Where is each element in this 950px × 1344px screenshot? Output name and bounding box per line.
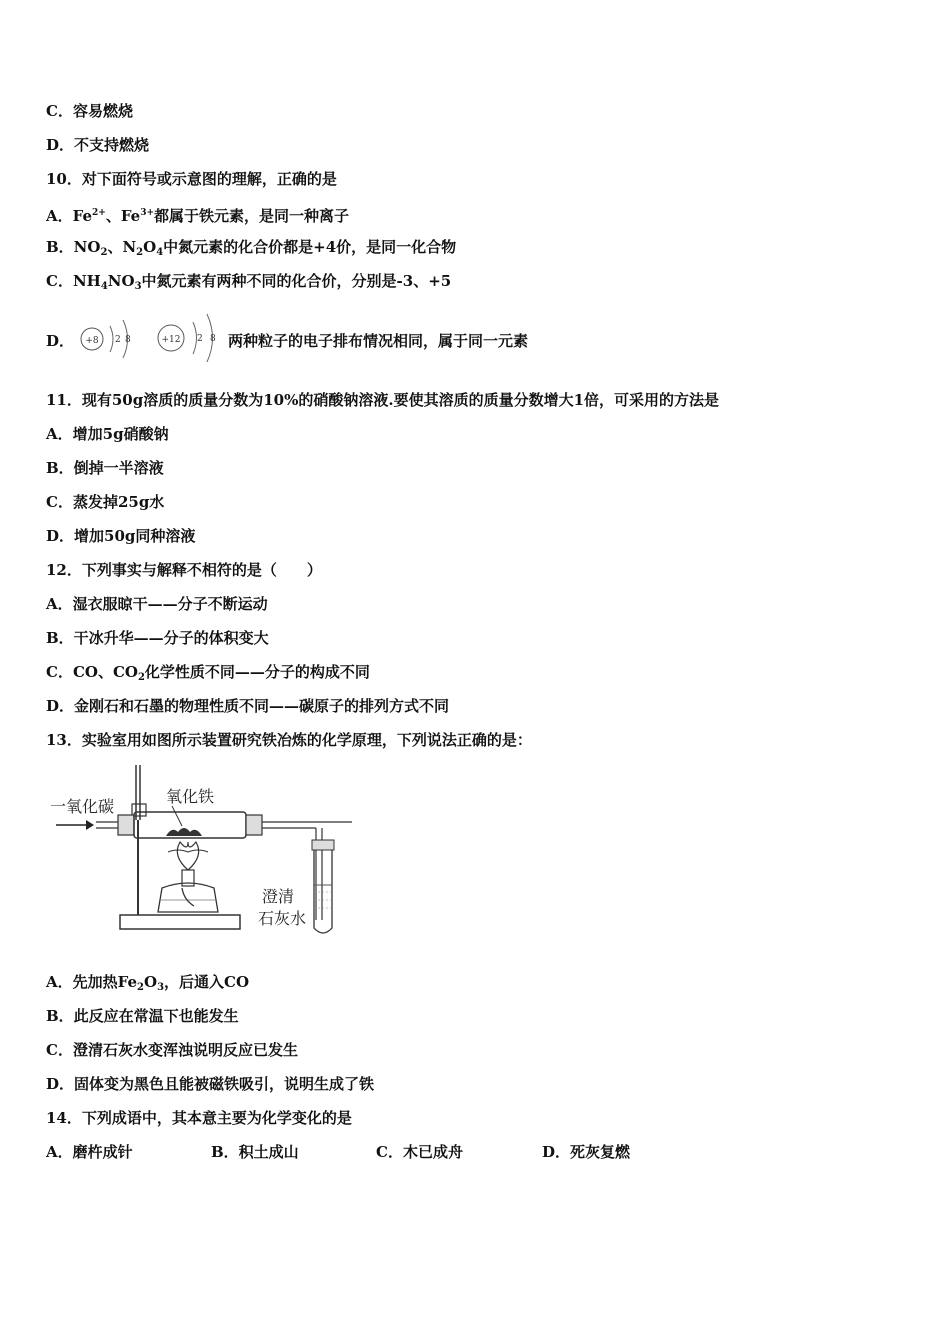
q10-c-t2: NO — [107, 272, 135, 290]
q12-c-t2: 化学性质不同——分子的构成不同 — [144, 663, 370, 681]
stand-base — [120, 915, 240, 929]
atom1-shell2-count: 8 — [125, 335, 131, 345]
atom2-shell1-count: 2 — [197, 334, 203, 344]
q10-c-s1: 4 — [100, 281, 108, 292]
q12-c-t1: C．CO、CO — [46, 663, 138, 681]
lamp-wick — [182, 888, 194, 906]
q12-stem: 12．下列事实与解释不相符的是（ ） — [46, 561, 322, 579]
atom2-shell2-count: 8 — [210, 334, 216, 344]
test-tube — [314, 850, 332, 933]
atom-structure-diagram-1 — [78, 314, 138, 364]
label-pointer — [172, 806, 182, 826]
q13-option-c: C．澄清石灰水变浑浊说明反应已发生 — [46, 1041, 298, 1059]
q13-option-b: B．此反应在常温下也能发生 — [46, 1007, 239, 1025]
q12-option-a: A．湿衣服晾干——分子不断运动 — [46, 595, 268, 613]
q10-option-c — [46, 271, 451, 297]
label-limewater-line1: 澄清 — [262, 887, 295, 906]
q10-a-text3: 都属于铁元素，是同一种离子 — [154, 207, 350, 225]
q10-b-t1: B．NO — [46, 238, 101, 256]
q10-c-t1: C．NH — [46, 272, 101, 290]
left-stopper — [118, 815, 134, 835]
iron-smelting-apparatus-diagram — [48, 760, 358, 940]
atom1-nucleus-charge: +8 — [85, 336, 99, 346]
q14-option-b: B．积土成山 — [211, 1143, 299, 1161]
atom1-shell1-count: 2 — [115, 335, 121, 345]
atom-structure-diagram-2 — [155, 310, 225, 366]
label-carbon-monoxide: 一氧化碳 — [50, 797, 115, 816]
shell-arc-1 — [193, 322, 197, 354]
q9-option-c: C．容易燃烧 — [46, 102, 133, 120]
q10-a-charge2: 3+ — [140, 208, 155, 218]
q13-a-t1: A．先加热Fe — [46, 973, 138, 991]
q13-option-d: D．固体变为黑色且能被磁铁吸引，说明生成了铁 — [46, 1075, 375, 1093]
q13-stem: 13．实验室用如图所示装置研究铁冶炼的化学原理，下列说法正确的是： — [46, 731, 532, 749]
q10-option-b — [46, 237, 456, 263]
q12-option-d: D．金刚石和石墨的物理性质不同——碳原子的排列方式不同 — [46, 697, 450, 715]
q10-c-s2: 3 — [134, 281, 142, 292]
atom2-nucleus-charge: +12 — [161, 335, 181, 345]
q11-option-a: A．增加5g硝酸钠 — [46, 425, 169, 443]
label-limewater-line2: 石灰水 — [258, 909, 307, 928]
q14-option-c: C．木已成舟 — [376, 1143, 463, 1161]
q10-c-t3: 中氮元素有两种不同的化合价，分别是-3、+5 — [141, 272, 452, 290]
q10-a-charge1: 2+ — [92, 208, 106, 218]
iron-oxide-powder — [166, 828, 202, 836]
q11-stem: 11．现有50g溶质的质量分数为10%的硝酸钠溶液.要使其溶质的质量分数增大1倍，可采用的方法是 — [46, 391, 720, 409]
shell-arc-1 — [110, 326, 113, 352]
q10-option-d-text: 两种粒子的电子排布情况相同，属于同一元素 — [228, 332, 529, 350]
q10-b-s1: 2 — [100, 247, 108, 258]
q10-b-s3: 4 — [156, 247, 164, 258]
q13-a-t2: O — [143, 973, 158, 991]
q13-a-t3: ，后通入CO — [164, 973, 250, 991]
q10-stem: 10．对下面符号或示意图的理解，正确的是 — [46, 170, 337, 188]
q9-option-d: D．不支持燃烧 — [46, 136, 150, 154]
q12-c-s1: 2 — [137, 672, 145, 683]
q10-b-t3: O — [143, 238, 157, 256]
q12-option-b: B．干冰升华——分子的体积变大 — [46, 629, 269, 647]
q12-option-c — [46, 662, 370, 688]
right-stopper — [246, 815, 262, 835]
q13-a-s1: 2 — [137, 982, 144, 993]
q10-a-text: A．Fe — [46, 207, 93, 225]
label-iron-oxide: 氧化铁 — [166, 787, 215, 806]
q14-option-d: D．死灰复燃 — [542, 1143, 631, 1161]
arrow-head — [86, 820, 94, 830]
alcohol-lamp — [158, 883, 218, 912]
q14-option-a: A．磨杵成针 — [46, 1143, 133, 1161]
q10-option-d-label: D． — [46, 332, 75, 350]
q13-a-s2: 3 — [157, 982, 165, 993]
q11-option-b: B．倒掉一半溶液 — [46, 459, 164, 477]
test-tube-stopper — [312, 840, 334, 850]
q13-option-a — [46, 972, 249, 998]
q11-option-d: D．增加50g同种溶液 — [46, 527, 196, 545]
q10-b-s2: 2 — [136, 247, 144, 258]
wire-gauze — [168, 850, 208, 852]
flame — [177, 842, 198, 870]
q14-stem: 14．下列成语中，其本意主要为化学变化的是 — [46, 1109, 352, 1127]
q10-option-a — [46, 203, 349, 226]
q10-b-t4: 中氮元素的化合价都是+4价，是同一化合物 — [163, 238, 457, 256]
q10-b-t2: 、N — [107, 238, 137, 256]
q11-option-c: C．蒸发掉25g水 — [46, 493, 165, 511]
q10-a-text2: 、Fe — [105, 207, 141, 225]
